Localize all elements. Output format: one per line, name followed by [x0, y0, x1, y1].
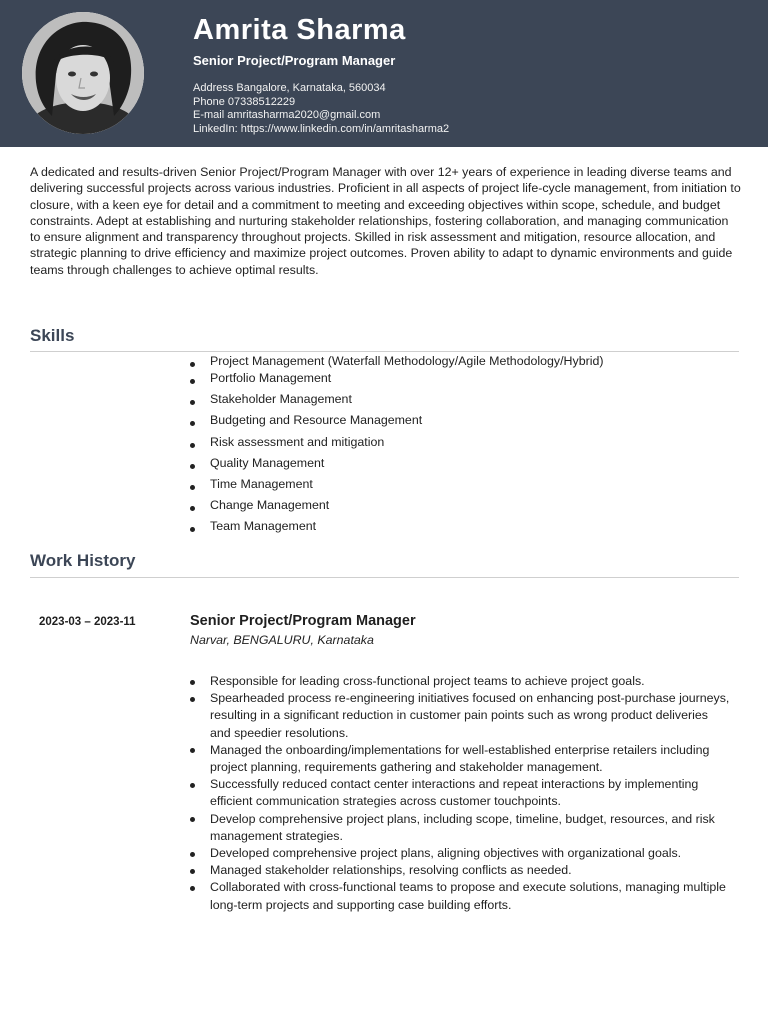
job-company: Narvar, BENGALURU, Karnataka	[190, 633, 374, 647]
job-title: Senior Project/Program Manager	[190, 613, 416, 629]
skill-item: Budgeting and Resource Management	[190, 413, 603, 434]
skills-heading: Skills	[30, 326, 75, 345]
duty-item: Successfully reduced contact center interactions and repeat interactions by implementing efficient communication strategies across customer touchpoints.	[190, 776, 730, 810]
job-dates: 2023-03 – 2023-11	[39, 616, 136, 628]
linkedin-line: LinkedIn: https://www.linkedin.com/in/amritasharma2	[193, 122, 450, 135]
contact-info	[193, 82, 449, 136]
profile-photo	[22, 12, 144, 134]
skills-list	[190, 354, 603, 541]
duty-item: Responsible for leading cross-functional project teams to achieve project goals.	[190, 673, 730, 690]
duty-item: Develop comprehensive project plans, including scope, timeline, budget, resources, and risk management strategies.	[190, 811, 730, 845]
skill-item: Project Management (Waterfall Methodology/Agile Methodology/Hybrid)	[190, 354, 603, 371]
job-duties-list	[190, 673, 730, 914]
phone-line: Phone 07338512229	[193, 95, 296, 108]
duty-item: Managed the onboarding/implementations for well-established enterprise retailers including project planning, requirements gathering and stakeholder management.	[190, 742, 730, 776]
duty-item: Managed stakeholder relationships, resolving conflicts as needed.	[190, 862, 730, 879]
resume-header	[0, 0, 768, 147]
skill-item: Risk assessment and mitigation	[190, 435, 603, 456]
skill-item: Change Management	[190, 498, 603, 519]
skill-item: Team Management	[190, 519, 603, 540]
professional-summary: A dedicated and results-driven Senior Project/Program Manager with over 12+ years of experience in leading diverse teams and delivering successful projects across various industries. Proficient in all aspects of project life-cycle management, from initiation to closure, with a keen eye for detail and a commitment to meeting and exceeding objectives within scope, schedule, and budget constraints. Adept at establishing and nurturing stakeholder relationships, fostering collaboration, and managing communication to ensure alignment and transparency throughout projects. Skilled in risk assessment and mitigation, resource allocation, and strategic planning to drive efficiency and maximize project outcomes. Proven ability to adapt to dynamic environments and guide teams through challenges to achieve optimal results.	[30, 165, 741, 277]
skill-item: Portfolio Management	[190, 371, 603, 392]
email-line: E-mail amritasharma2020@gmail.com	[193, 109, 381, 121]
section-divider	[30, 577, 739, 578]
duty-item: Spearheaded process re-engineering initiatives focused on enhancing post-purchase journeys, resulting in a significant reduction in customer pain points such as wrong product deliveries and speedier resolutions.	[190, 690, 730, 742]
candidate-title: Senior Project/Program Manager	[193, 53, 396, 68]
skill-item: Stakeholder Management	[190, 392, 603, 413]
skill-item: Time Management	[190, 477, 603, 498]
section-divider	[30, 351, 739, 352]
candidate-name: Amrita Sharma	[193, 14, 406, 46]
duty-item: Collaborated with cross-functional teams to propose and execute solutions, managing multiple long-term projects and supporting case building efforts.	[190, 879, 730, 913]
avatar	[22, 12, 144, 134]
duty-item: Developed comprehensive project plans, aligning objectives with organizational goals.	[190, 845, 730, 862]
skill-item: Quality Management	[190, 456, 603, 477]
work-history-heading: Work History	[30, 551, 136, 570]
address-line: Address Bangalore, Karnataka, 560034	[193, 82, 386, 94]
